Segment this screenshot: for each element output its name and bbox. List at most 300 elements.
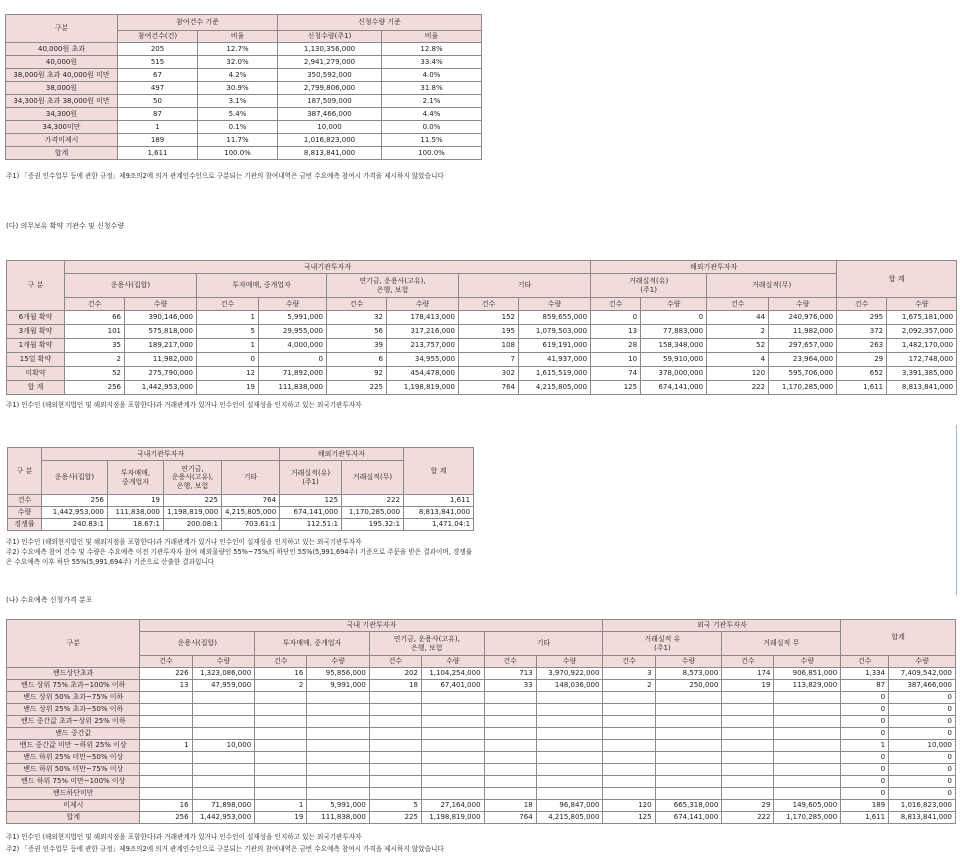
table-cell: 0 — [841, 716, 889, 728]
column-group-header: 거래실적(무) — [707, 274, 837, 298]
table-cell: 경쟁률 — [8, 519, 42, 531]
table-cell: 0.0% — [382, 121, 482, 134]
table-row — [7, 680, 956, 692]
table-cell: 111,838,000 — [259, 381, 327, 395]
table-cell: 9,991,000 — [307, 680, 370, 692]
table-cell: 5 — [369, 800, 421, 812]
header-domestic: 국내 기관투자자 — [140, 620, 603, 632]
table-cell: 297,657,000 — [769, 339, 837, 353]
price-participation-table — [5, 14, 482, 160]
table-cell — [192, 728, 255, 740]
table-cell: 213,757,000 — [387, 339, 459, 353]
column-group-header: 투자매매, 중개업자 — [255, 632, 370, 656]
table-cell — [655, 776, 722, 788]
table-cell: 674,141,000 — [280, 507, 342, 519]
table-cell: 0 — [841, 788, 889, 800]
table-cell: 1,334 — [841, 668, 889, 680]
table-cell: 52 — [65, 367, 125, 381]
table-row — [6, 82, 482, 95]
table-cell — [655, 728, 722, 740]
table-cell: 225 — [327, 381, 387, 395]
table-cell — [774, 692, 841, 704]
table-cell: 밴드 중간값 미만 ~하위 25% 이상 — [7, 740, 140, 752]
table-cell: 67 — [118, 69, 198, 82]
table-cell: 7,409,542,000 — [889, 668, 956, 680]
column-group-header: 운용사(집합) — [65, 274, 197, 298]
table-cell: 0 — [889, 728, 956, 740]
table-cell — [421, 716, 484, 728]
column-group-header: 거래실적 무 — [722, 632, 841, 656]
table-cell: 674,141,000 — [655, 812, 722, 824]
table-cell: 47,959,000 — [192, 680, 255, 692]
quantity-header: 수량 — [769, 298, 837, 311]
table-cell: 96,847,000 — [536, 800, 603, 812]
table-cell — [140, 788, 192, 800]
table-cell — [369, 752, 421, 764]
table-cell — [140, 752, 192, 764]
table-cell — [536, 692, 603, 704]
table-cell: 125 — [603, 812, 655, 824]
table-cell: 1,442,953,000 — [125, 381, 197, 395]
table-cell — [603, 752, 655, 764]
quantity-header: 수량 — [125, 298, 197, 311]
table-cell: 0 — [889, 692, 956, 704]
table-cell: 18 — [369, 680, 421, 692]
table-cell — [140, 704, 192, 716]
table-cell — [307, 764, 370, 776]
table-cell: 3개월 확약 — [7, 325, 65, 339]
table-cell — [484, 716, 536, 728]
table-cell: 101 — [65, 325, 125, 339]
table-cell: 8,813,841,000 — [887, 381, 957, 395]
table-cell: 16 — [255, 668, 307, 680]
header-foreign: 외국 기관투자자 — [603, 620, 841, 632]
table-row — [7, 668, 956, 680]
note-t3-1: 주1) 인수인 (해외현지법인 및 해외지점을 포함한다)과 거래관계가 있거나 인수인이 실재성을 인지하고 있는 외국기관투자자 — [6, 538, 362, 546]
table-cell — [774, 704, 841, 716]
table-cell: 1,611 — [404, 495, 474, 507]
table-cell: 263 — [837, 339, 887, 353]
table-cell: 205 — [118, 43, 198, 56]
table-cell: 15일 확약 — [7, 353, 65, 367]
column-group-header: 기타 — [484, 632, 603, 656]
table-cell: 1,104,254,000 — [421, 668, 484, 680]
table-cell: 4.2% — [198, 69, 278, 82]
table-cell — [255, 728, 307, 740]
table-cell: 112.51:1 — [280, 519, 342, 531]
header-row — [6, 15, 482, 31]
table-cell: 3.1% — [198, 95, 278, 108]
table-row — [7, 800, 956, 812]
table-cell: 34,300원 초과 38,000원 미만 — [6, 95, 118, 108]
table-cell: 1,016,823,000 — [889, 800, 956, 812]
table-cell — [369, 788, 421, 800]
table-cell: 5.4% — [198, 108, 278, 121]
table-cell: 50 — [118, 95, 198, 108]
table-cell: 113,829,000 — [774, 680, 841, 692]
table-row — [6, 121, 482, 134]
header-row — [7, 632, 956, 656]
table-cell: 31.8% — [382, 82, 482, 95]
quantity-header: 수량 — [259, 298, 327, 311]
table-cell: 703.61:1 — [222, 519, 280, 531]
table-row — [7, 339, 957, 353]
table-cell: 0 — [197, 353, 259, 367]
table-cell: 28 — [591, 339, 641, 353]
table-cell: 1,323,086,000 — [192, 668, 255, 680]
table-cell — [421, 704, 484, 716]
table-cell: 187,509,000 — [278, 95, 382, 108]
table-cell: 764 — [222, 495, 280, 507]
table-cell — [484, 776, 536, 788]
table-cell: 4,215,805,000 — [222, 507, 280, 519]
table-cell: 256 — [65, 381, 125, 395]
table-cell — [255, 788, 307, 800]
table-cell: 0 — [841, 704, 889, 716]
table-cell: 2 — [707, 325, 769, 339]
count-header: 건수 — [459, 298, 519, 311]
table-cell: 120 — [603, 800, 655, 812]
table-cell: 674,141,000 — [641, 381, 707, 395]
table-cell — [655, 740, 722, 752]
table-cell — [603, 692, 655, 704]
table-cell — [774, 728, 841, 740]
table-cell: 2,941,279,000 — [278, 56, 382, 69]
table-cell — [484, 764, 536, 776]
table-row — [6, 95, 482, 108]
header-total: 합 계 — [837, 261, 957, 298]
table-cell: 0 — [841, 764, 889, 776]
table-cell — [255, 704, 307, 716]
table-cell: 2 — [255, 680, 307, 692]
table-cell: 390,146,000 — [125, 311, 197, 325]
table-cell: 906,851,000 — [774, 668, 841, 680]
table-cell: 8,573,000 — [655, 668, 722, 680]
table-cell — [369, 740, 421, 752]
table-cell — [255, 764, 307, 776]
table-cell: 222 — [722, 812, 774, 824]
table-cell: 3 — [603, 668, 655, 680]
quantity-header: 수량 — [307, 656, 370, 668]
price-distribution-table — [6, 619, 956, 824]
header-domestic: 국내기관투자자 — [42, 448, 280, 461]
table-cell: 713 — [484, 668, 536, 680]
table-cell: 밴드 상위 25% 초과~50% 이하 — [7, 704, 140, 716]
table-cell: 0 — [889, 764, 956, 776]
table-cell: 1 — [841, 740, 889, 752]
quantity-header: 수량 — [774, 656, 841, 668]
table-cell: 38,000원 — [6, 82, 118, 95]
table-cell: 밴드 하위 25% 미만~50% 이상 — [7, 752, 140, 764]
table-cell: 200.08:1 — [164, 519, 222, 531]
table-cell: 11.5% — [382, 134, 482, 147]
table-cell: 19 — [108, 495, 164, 507]
table-cell: 454,478,000 — [387, 367, 459, 381]
count-header: 건수 — [841, 656, 889, 668]
table-cell: 0 — [841, 752, 889, 764]
note-t1: 주1) 「증권 인수업무 등에 관한 규정」제9조의2에 의거 관계인수인으로 구분되는 기관의 참여내역은 금번 수요예측 참여시 가격을 제시하지 않았습니다 — [6, 172, 444, 180]
table-cell: 1 — [255, 800, 307, 812]
competition-rate-table — [7, 447, 474, 531]
table-cell: 652 — [837, 367, 887, 381]
table-cell — [192, 716, 255, 728]
table-cell: 275,790,000 — [125, 367, 197, 381]
table-cell: 10,000 — [192, 740, 255, 752]
table-cell — [421, 764, 484, 776]
table-cell: 33 — [484, 680, 536, 692]
table-cell — [307, 752, 370, 764]
column-header: 기타 — [222, 461, 280, 495]
table-cell: 1,079,503,000 — [519, 325, 591, 339]
table-cell — [421, 788, 484, 800]
table-cell — [369, 764, 421, 776]
table-cell: 29 — [837, 353, 887, 367]
table-cell: 35 — [65, 339, 125, 353]
table-cell: 1,611 — [837, 381, 887, 395]
table-cell — [307, 740, 370, 752]
table-cell: 2 — [603, 680, 655, 692]
table-row — [7, 704, 956, 716]
header-total: 합 계 — [404, 448, 474, 495]
table-row — [6, 147, 482, 160]
table-cell — [722, 716, 774, 728]
table-cell: 1,611 — [841, 812, 889, 824]
note-t3-3: 은 수요예측 이후 하단 55%(5,991,694주) 기준으로 산출한 결과입니다 — [6, 558, 215, 566]
header-row — [7, 298, 957, 311]
table-cell — [603, 716, 655, 728]
table-cell: 250,000 — [655, 680, 722, 692]
table-cell — [722, 764, 774, 776]
column-header: 참여건수(건) — [118, 31, 198, 43]
quantity-header: 수량 — [655, 656, 722, 668]
table-cell: 18.67:1 — [108, 519, 164, 531]
table-cell: 1,016,823,000 — [278, 134, 382, 147]
table-cell — [192, 704, 255, 716]
table-cell — [603, 704, 655, 716]
table-cell: 16 — [140, 800, 192, 812]
table-cell: 3,391,385,000 — [887, 367, 957, 381]
table-cell: 1개월 확약 — [7, 339, 65, 353]
header-gubun: 구분 — [6, 15, 118, 43]
table-cell: 29,955,000 — [259, 325, 327, 339]
table-cell: 225 — [369, 812, 421, 824]
table-cell: 8,813,841,000 — [278, 147, 382, 160]
column-header: 운용사(집합) — [42, 461, 108, 495]
table-cell: 59,910,000 — [641, 353, 707, 367]
table-cell: 256 — [42, 495, 108, 507]
column-group-header: 기타 — [459, 274, 591, 298]
table-cell — [421, 752, 484, 764]
table-cell: 0 — [889, 704, 956, 716]
table-cell: 1 — [197, 339, 259, 353]
table-cell — [536, 764, 603, 776]
table-cell — [484, 704, 536, 716]
table-cell — [484, 740, 536, 752]
table-cell: 8,813,841,000 — [404, 507, 474, 519]
table-cell: 497 — [118, 82, 198, 95]
table-cell: 4 — [707, 353, 769, 367]
note-t4-2: 주2) 「증권 인수업무 등에 관한 규정」제9조의2에 의거 관계인수인으로 구분되는 기관의 참여내역은 금번 수요예측 참여시 가격을 제시하지 않았습니다 — [6, 845, 444, 853]
table-cell: 밴드 중간값 초과~상위 25% 이하 — [7, 716, 140, 728]
table-cell: 172,748,000 — [887, 353, 957, 367]
table-row — [6, 134, 482, 147]
table-cell — [722, 692, 774, 704]
table-cell: 95,856,000 — [307, 668, 370, 680]
table-cell: 0 — [259, 353, 327, 367]
header-domestic: 국내기관투자자 — [65, 261, 591, 274]
table-cell: 12 — [197, 367, 259, 381]
quantity-header: 수량 — [641, 298, 707, 311]
count-header: 건수 — [327, 298, 387, 311]
table-cell: 19 — [197, 381, 259, 395]
edge-line — [956, 425, 957, 595]
table-cell: 240,976,000 — [769, 311, 837, 325]
table-cell: 40,000원 — [6, 56, 118, 69]
table-row — [7, 353, 957, 367]
table-cell — [484, 788, 536, 800]
table-cell: 1,675,181,000 — [887, 311, 957, 325]
table-cell: 174 — [722, 668, 774, 680]
table-row — [8, 519, 474, 531]
table-cell — [140, 692, 192, 704]
count-header: 건수 — [255, 656, 307, 668]
table-cell: 100.0% — [382, 147, 482, 160]
column-group-header: 투자매매, 중개업자 — [197, 274, 327, 298]
table-cell — [307, 788, 370, 800]
table-row — [7, 692, 956, 704]
table-cell: 317,216,000 — [387, 325, 459, 339]
table-cell: 77,883,000 — [641, 325, 707, 339]
table-cell — [421, 776, 484, 788]
table-cell: 189 — [118, 134, 198, 147]
column-header: 투자매매, 중개업자 — [108, 461, 164, 495]
table-cell: 34,300미만 — [6, 121, 118, 134]
table-cell: 372 — [837, 325, 887, 339]
table-cell — [603, 776, 655, 788]
table-cell: 4.4% — [382, 108, 482, 121]
table-cell: 10 — [591, 353, 641, 367]
table-cell — [421, 740, 484, 752]
table-cell — [603, 740, 655, 752]
table-row — [7, 311, 957, 325]
table-cell — [369, 776, 421, 788]
table-cell: 10,000 — [889, 740, 956, 752]
table-cell — [722, 704, 774, 716]
table-cell — [307, 728, 370, 740]
table-row — [6, 43, 482, 56]
quantity-header: 수량 — [536, 656, 603, 668]
table-cell: 밴드상단초과 — [7, 668, 140, 680]
table-cell: 미확약 — [7, 367, 65, 381]
table-cell: 56 — [327, 325, 387, 339]
table-cell: 29 — [722, 800, 774, 812]
table-cell: 건수 — [8, 495, 42, 507]
table-cell — [307, 776, 370, 788]
table-cell: 1,611 — [118, 147, 198, 160]
column-group-header: 거래실적(유) (주1) — [591, 274, 707, 298]
table-row — [7, 740, 956, 752]
table-cell: 152 — [459, 311, 519, 325]
table-cell: 0 — [841, 692, 889, 704]
table-cell: 256 — [140, 812, 192, 824]
table-cell — [255, 752, 307, 764]
table-cell: 44 — [707, 311, 769, 325]
table-cell: 6 — [327, 353, 387, 367]
note-t2: 주1) 인수인 (해외현지법인 및 해외지점을 포함한다)과 거래관계가 있거나 인수인이 실재성을 인지하고 있는 외국기관투자자 — [6, 401, 362, 409]
table-cell: 19 — [722, 680, 774, 692]
table-cell: 240.83:1 — [42, 519, 108, 531]
table-cell: 밴드 상위 75% 초과~100% 이하 — [7, 680, 140, 692]
table-cell: 1,170,285,000 — [774, 812, 841, 824]
quantity-header: 수량 — [421, 656, 484, 668]
table-cell — [722, 752, 774, 764]
column-group-header: 거래실적 유 (주1) — [603, 632, 722, 656]
count-header: 건수 — [603, 656, 655, 668]
table-cell: 가격미제시 — [6, 134, 118, 147]
table-cell: 66 — [65, 311, 125, 325]
table-cell: 수량 — [8, 507, 42, 519]
table-cell — [140, 728, 192, 740]
header-participation: 참여건수 기준 — [118, 15, 278, 31]
table-cell: 2,799,806,000 — [278, 82, 382, 95]
table-cell — [369, 704, 421, 716]
table-row — [7, 752, 956, 764]
table-row — [8, 507, 474, 519]
table-cell: 2 — [65, 353, 125, 367]
header-row — [8, 448, 474, 461]
table-cell: 2,092,357,000 — [887, 325, 957, 339]
table-cell: 158,348,000 — [641, 339, 707, 353]
header-gubun: 구 분 — [7, 261, 65, 311]
header-row — [7, 656, 956, 668]
table-cell: 178,413,000 — [387, 311, 459, 325]
table-row — [7, 367, 957, 381]
table-cell: 1,198,819,000 — [164, 507, 222, 519]
table-cell — [603, 788, 655, 800]
table-cell — [369, 728, 421, 740]
column-group-header: 운용사(집합) — [140, 632, 255, 656]
quantity-header: 수량 — [192, 656, 255, 668]
table-row — [6, 56, 482, 69]
table-cell — [140, 776, 192, 788]
table-row — [7, 764, 956, 776]
table-cell — [722, 728, 774, 740]
table-cell — [255, 740, 307, 752]
table-cell: 148,036,000 — [536, 680, 603, 692]
table-cell: 4,215,805,000 — [536, 812, 603, 824]
table-cell — [484, 728, 536, 740]
table-cell: 1,482,170,000 — [887, 339, 957, 353]
table-cell — [536, 704, 603, 716]
header-gubun: 구 분 — [8, 448, 42, 495]
table-cell: 195.32:1 — [342, 519, 404, 531]
table-cell: 밴드 상위 50% 초과~75% 이하 — [7, 692, 140, 704]
table-cell — [536, 716, 603, 728]
table-cell: 1,130,356,000 — [278, 43, 382, 56]
quantity-header: 수량 — [887, 298, 957, 311]
column-group-header: 연기금, 운용사(고유), 은행, 보험 — [369, 632, 484, 656]
table-cell: 1 — [118, 121, 198, 134]
count-header: 건수 — [707, 298, 769, 311]
table-cell: 1 — [140, 740, 192, 752]
table-cell: 12.8% — [382, 43, 482, 56]
table-cell: 87 — [118, 108, 198, 121]
header-total: 합계 — [841, 620, 956, 656]
count-header: 건수 — [484, 656, 536, 668]
table-cell: 32 — [327, 311, 387, 325]
table-cell: 12.7% — [198, 43, 278, 56]
table-cell — [192, 764, 255, 776]
